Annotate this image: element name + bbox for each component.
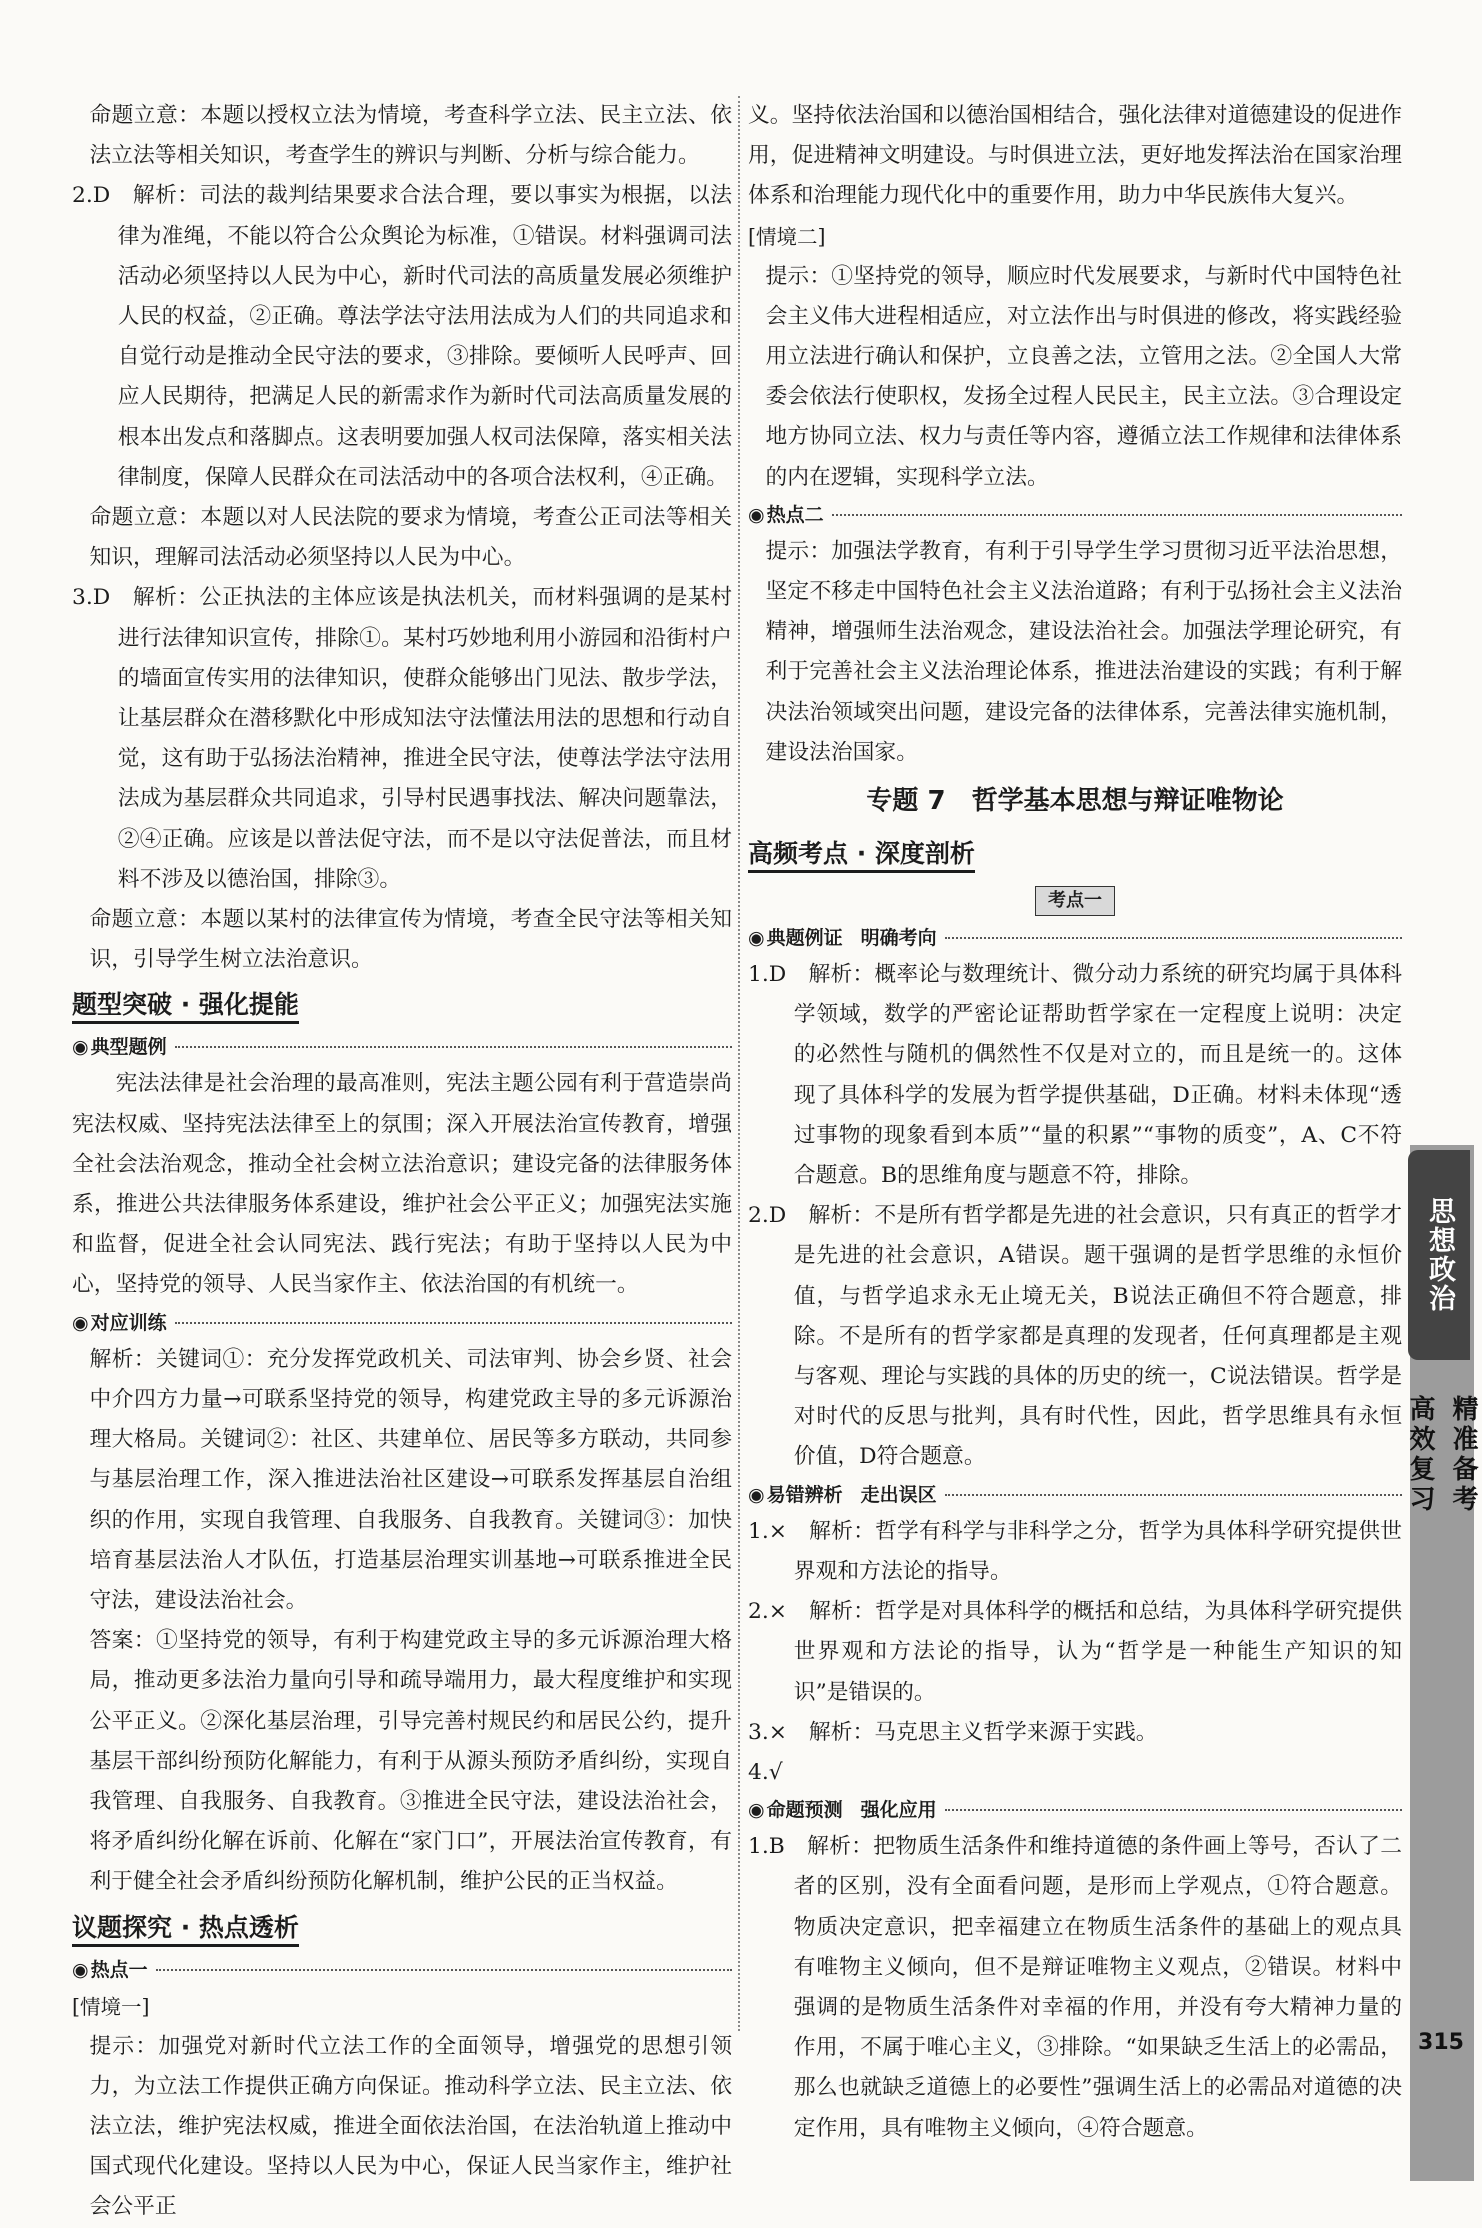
error-item-2: 2.× 解析：哲学是对具体科学的概括和总结，为具体科学研究提供世界观和方法论的指导，认为“哲学是一种能生产知识的知识”是错误的。	[748, 1599, 1402, 1705]
q2-analysis: 2.D 解析：司法的裁判结果要求合法合理，要以事实为根据，以法律为准绳，不能以符合公众舆论为标准，①错误。材料强调司法活动必须坚持以人民为中心，新时代司法的高质量发展必须维护人民的权益，②正确。尊法学法守法用法成为人们的共同追求和自觉行动是推动全民守法的要求，③排除。要倾听人民呼声、回应人民期待，把满足人民的新需求作为新时代司法高质量发展的根本出发点和落脚点。这表明要加强人权司法保障，落实相关法律制度，保障人民群众在司法活动中的各项合法权利，④正确。	[72, 183, 732, 490]
column-divider	[738, 96, 740, 2031]
marker-hotspot-1: ◉ 热点一	[72, 1953, 732, 1987]
topic-title: 专题 7 哲学基本思想与辩证唯物论	[866, 786, 1284, 817]
right-column	[748, 96, 1402, 2149]
q3-intent: 命题立意：本题以某村的法律宣传为情境，考查全民守法等相关知识，引导学生树立法治意识。	[89, 907, 732, 973]
bullet-icon: ◉	[748, 927, 765, 950]
scenario-1-hint-continued: 义。坚持依法治国和以德治国相结合，强化法律对道德建设的促进作用，促进精神文明建设。与时俱进立法，更好地发挥法治在国家治理体系和治理能力现代化中的重要作用，助力中华民族伟大复兴。	[748, 103, 1402, 209]
page-number: 315	[1418, 2030, 1464, 2055]
prediction-1-analysis: 1.B 解析：把物质生活条件和维持道德的条件画上等号，否认了二者的区别，没有全面看问题，是形而上学观点，①符合题意。物质决定意识，把幸福建立在物质生活条件的基础上的观点具有唯物主义倾向，但不是辩证唯物主义观点，②错误。材料中强调的是物质生活条件对幸福的作用，并没有夸大精神力量的作用，不属于唯心主义，③排除。“如果缺乏生活上的必需品，那么也就缺乏道德上的必要性”强调生活上的必需品对道德的决定作用，具有唯物主义倾向，④符合题意。	[748, 1834, 1402, 2141]
training-answer: 答案：①坚持党的领导，有利于构建党政主导的多元诉源治理大格局，推动更多法治力量向引导和疏导端用力，最大程度维护和实现公平正义。②深化基层治理，引导完善村规民约和居民公约，提升基层干部纠纷预防化解能力，有利于从源头预防矛盾纠纷，实现自我管理、自我服务、自我教育。③推进全民守法，建设法治社会，将矛盾纠纷化解在诉前、化解在“家门口”，开展法治宣传教育，有利于健全社会矛盾纠纷预防化解机制，维护公民的正当权益。	[89, 1628, 732, 1895]
bullet-icon: ◉	[72, 1958, 89, 1981]
error-item-3: 3.× 解析：马克思主义哲学来源于实践。	[748, 1719, 1158, 1745]
bullet-icon: ◉	[72, 1036, 89, 1059]
section-heading-breakthrough: 题型突破 · 强化提能	[72, 980, 732, 1030]
example-1-analysis: 1.D 解析：概率论与数理统计、微分动力系统的研究均属于具体科学领域，数学的严密论证帮助哲学家在一定程度上说明：决定的必然性与随机的偶然性不仅是对立的，而且是统一的。这体现了具体科学的发展为哲学提供基础，D正确。材料未体现“透过事物的现象看到本质”“量的积累”“事物的质变”，A、C不符合题意。B的思维角度与题意不符，排除。	[748, 962, 1402, 1189]
left-column	[72, 96, 732, 2228]
example-2-analysis: 2.D 解析：不是所有哲学都是先进的社会意识，只有真正的哲学才是先进的社会意识，A错误。题干强调的是哲学思维的永恒价值，与哲学追求永无止境无关，B说法正确但不符合题意，排除。不是所有的哲学家都是真理的发现者，任何真理都是主观与客观、理论与实践的具体的历史的统一，C说法错误。哲学是对时代的反思与批判，具有时代性，因此，哲学思维具有永恒价值，D符合题意。	[748, 1203, 1402, 1470]
side-slogan	[1405, 1395, 1478, 1695]
scenario-2-hint: 提示：①坚持党的领导，顺应时代发展要求，与新时代中国特色社会主义伟大进程相适应，对立法作出与时俱进的修改，将实践经验用立法进行确认和保护，立良善之法，立管用之法。②全国人大常委会依法行使职权，发扬全过程人民民主，民主立法。③合理设定地方协同立法、权力与责任等内容，遵循立法工作规律和法律体系的内在逻辑，实现科学立法。	[765, 263, 1402, 490]
section-heading-topics: 议题探究 · 热点透析	[72, 1903, 732, 1953]
hotspot-2-hint: 提示：加强法学教育，有利于引导学生学习贯彻习近平法治思想，坚定不移走中国特色社会主义法治道路；有利于弘扬社会主义法治精神，增强师生法治观念，建设法治社会。加强法学理论研究，有利于完善社会主义法治理论体系，推进法治建设的实践；有利于解决法治领域突出问题，建设完备的法律体系，完善法律实施机制，建设法治国家。	[765, 538, 1402, 765]
marker-training: ◉ 对应训练	[72, 1306, 732, 1340]
marker-example: ◉ 典题例证 明确考向	[748, 921, 1402, 955]
slogan-line-2: 高效复习	[1405, 1395, 1435, 1515]
typical-example-text: 宪法法律是社会治理的最高准则，宪法主题公园有利于营造崇尚宪法权威、坚持宪法法律至上的氛围；深入开展法治宣传教育，增强全社会法治观念，推动全社会树立法治意识；建设完备的法律服务体系，推进公共法律服务体系建设，维护社会公平正义；加强宪法实施和监督，促进全社会认同宪法、践行宪法；有助于坚持以人民为中心，坚持党的领导、人民当家作主、依法治国的有机统一。	[72, 1071, 732, 1298]
scenario-1-hint: 提示：加强党对新时代立法工作的全面领导，增强党的思想引领力，为立法工作提供正确方向保证。推动科学立法、民主立法、依法立法，维护宪法权威，推进全面依法治国，在法治轨道上推动中国式现代化建设。坚持以人民为中心，保证人民当家作主，维护社会公平正	[89, 2033, 732, 2220]
q3-analysis: 3.D 解析：公正执法的主体应该是执法机关，而材料强调的是某村进行法律知识宣传，排除①。某村巧妙地利用小游园和沿街村户的墙面宣传实用的法律知识，使群众能够出门见法、散步学法，让基层群众在潜移默化中形成知法守法懂法用法的思想和行动自觉，这有助于弘扬法治精神，推进全民守法，使尊法学法守法用法成为基层群众共同追求，引导村民遇事找法、解决问题靠法，②④正确。应该是以普法促守法，而不是以守法促普法，而且材料不涉及以德治国，排除③。	[72, 585, 732, 892]
marker-hotspot-2: ◉ 热点二	[748, 498, 1402, 532]
scenario-2-label: [情境二]	[748, 224, 826, 249]
error-item-1: 1.× 解析：哲学有科学与非科学之分，哲学为具体科学研究提供世界观和方法论的指导。	[748, 1518, 1402, 1584]
q2-intent: 命题立意：本题以对人民法院的要求为情境，考查公正司法等相关知识，理解司法活动必须坚持以人民为中心。	[89, 505, 732, 571]
training-analysis: 解析：关键词①：充分发挥党政机关、司法审判、协会乡贤、社会中介四方力量→可联系坚持党的领导，构建党政主导的多元诉源治理大格局。关键词②：社区、共建单位、居民等多方联动，共同参与基层治理工作，深入推进法治社区建设→可联系发挥基层自治组织的作用，实现自我管理、自我服务、自我教育。关键词③：加快培育基层法治人才队伍，打造基层治理实训基地→可联系推进全民守法，建设法治社会。	[89, 1346, 732, 1613]
subject-tab: 思想政治	[1408, 1150, 1470, 1360]
bullet-icon: ◉	[748, 1483, 765, 1506]
exam-point-badge: 考点一	[1035, 886, 1115, 916]
marker-error-analysis: ◉ 易错辨析 走出误区	[748, 1478, 1402, 1512]
q1-intent: 命题立意：本题以授权立法为情境，考查科学立法、民主立法、依法立法等相关知识，考查学生的辨识与判断、分析与综合能力。	[89, 103, 732, 169]
slogan-line-1: 精准备考	[1448, 1395, 1478, 1515]
error-item-4: 4.√	[748, 1759, 783, 1785]
bullet-icon: ◉	[72, 1311, 89, 1334]
marker-typical-example: ◉ 典型题例	[72, 1030, 732, 1064]
section-heading-high-frequency: 高频考点 · 深度剖析	[748, 829, 1402, 879]
bullet-icon: ◉	[748, 1799, 765, 1822]
marker-prediction: ◉ 命题预测 强化应用	[748, 1793, 1402, 1827]
scenario-1-label: [情境一]	[72, 1994, 150, 2019]
bullet-icon: ◉	[748, 503, 765, 526]
